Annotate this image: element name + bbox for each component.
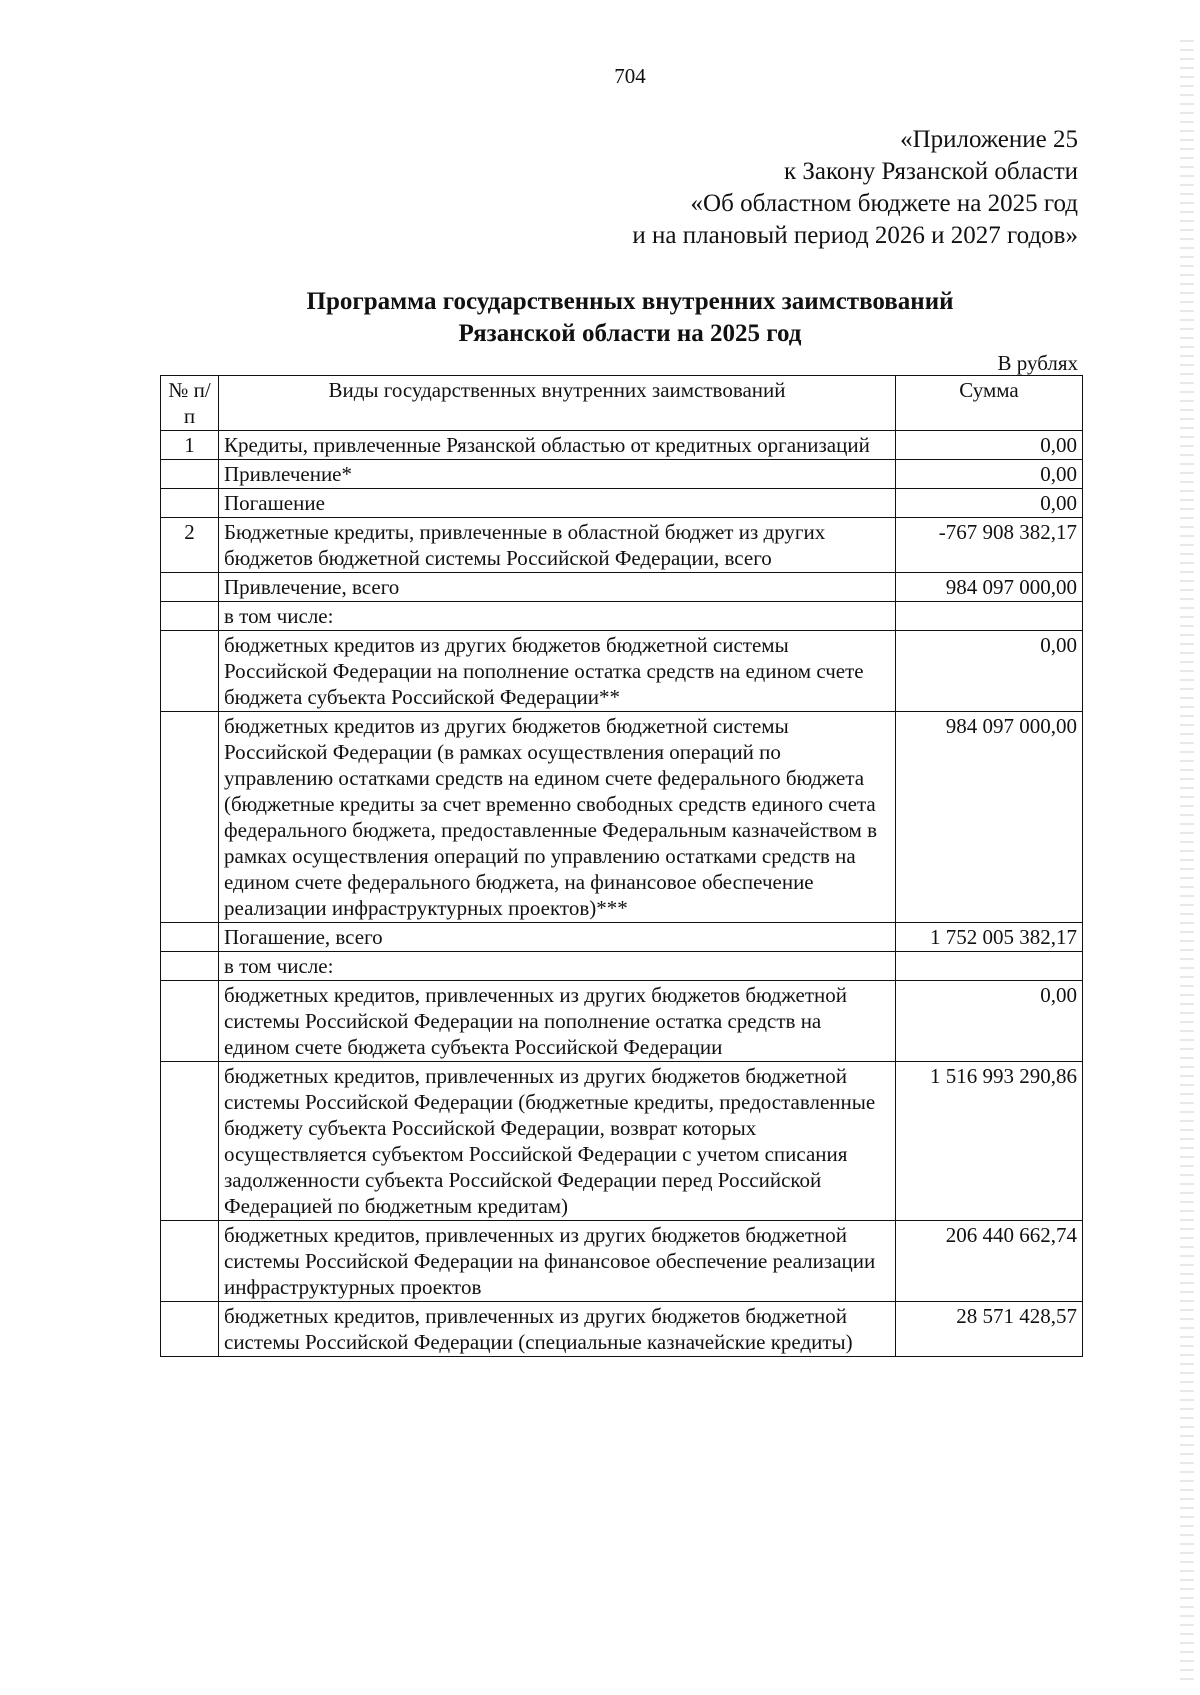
- row-name: бюджетных кредитов, привлеченных из других бюджетов бюджетной системы Российской Федерации на пополнение остатка средств на едином счете бюджета субъекта Российской Федерации: [219, 981, 896, 1062]
- table-row: [161, 431, 1083, 460]
- annex-line: к Закону Рязанской области: [784, 158, 1078, 185]
- row-name: бюджетных кредитов, привлеченных из других бюджетов бюджетной системы Российской Федерации на финансовое обеспечение реализации инфраструктурных проектов: [219, 1221, 896, 1302]
- annex-line: и на плановый период 2026 и 2027 годов»: [632, 222, 1078, 249]
- row-num: [161, 952, 219, 981]
- row-name: бюджетных кредитов, привлеченных из других бюджетов бюджетной системы Российской Федерации (специальные казначейские кредиты): [219, 1302, 896, 1357]
- row-sum: 0,00: [896, 631, 1083, 712]
- document-title: [0, 286, 1200, 350]
- row-name: Привлечение*: [219, 460, 896, 489]
- row-num: [161, 602, 219, 631]
- row-sum: 0,00: [896, 460, 1083, 489]
- header-name: Виды государственных внутренних заимствований: [219, 376, 896, 431]
- row-sum: 1 752 005 382,17: [896, 923, 1083, 952]
- units-label: В рублях: [997, 351, 1078, 375]
- row-sum: 28 571 428,57: [896, 1302, 1083, 1357]
- row-num: [161, 712, 219, 923]
- table-row: [161, 1302, 1083, 1357]
- row-name: Погашение, всего: [219, 923, 896, 952]
- table-row: [161, 923, 1083, 952]
- header-sum: Сумма: [896, 376, 1083, 431]
- row-num: [161, 981, 219, 1062]
- table-row: [161, 518, 1083, 573]
- title-line: Программа государственных внутренних заимствований: [306, 288, 954, 315]
- row-name: бюджетных кредитов из других бюджетов бюджетной системы Российской Федерации (в рамках осуществления операций по управлению остатками средств на едином счете федерального бюджета (бюджетные кредиты за счет временно свободных средств единого счета федерального бюджета, предоставленные Федеральным казначейством в рамках осуществления операций по управлению остатками средств на едином счете федерального бюджета, на финансовое обеспечение реализации инфраструктурных проектов)***: [219, 712, 896, 923]
- row-name: Привлечение, всего: [219, 573, 896, 602]
- table-row: [161, 460, 1083, 489]
- row-sum: 984 097 000,00: [896, 712, 1083, 923]
- table-row: [161, 573, 1083, 602]
- table-row: [161, 981, 1083, 1062]
- table-row: [161, 712, 1083, 923]
- row-name: Бюджетные кредиты, привлеченные в областной бюджет из других бюджетов бюджетной системы Российской Федерации, всего: [219, 518, 896, 573]
- row-num: 2: [161, 518, 219, 573]
- annex-line: «Приложение 25: [900, 126, 1078, 153]
- scan-edge-artifact: [1180, 40, 1194, 1680]
- row-sum: 1 516 993 290,86: [896, 1062, 1083, 1221]
- row-name: в том числе:: [219, 952, 896, 981]
- header-num: № п/п: [161, 376, 219, 431]
- row-sum: 0,00: [896, 489, 1083, 518]
- table-row: [161, 1062, 1083, 1221]
- table-row: [161, 631, 1083, 712]
- table-row: [161, 952, 1083, 981]
- row-name: Кредиты, привлеченные Рязанской областью от кредитных организаций: [219, 431, 896, 460]
- table-row: [161, 1221, 1083, 1302]
- row-sum: 984 097 000,00: [896, 573, 1083, 602]
- row-num: [161, 489, 219, 518]
- row-sum: [896, 952, 1083, 981]
- table-row: [161, 602, 1083, 631]
- annex-header: [632, 124, 1078, 252]
- row-sum: [896, 602, 1083, 631]
- row-sum: -767 908 382,17: [896, 518, 1083, 573]
- row-sum: 0,00: [896, 981, 1083, 1062]
- row-sum: 206 440 662,74: [896, 1221, 1083, 1302]
- row-num: [161, 1302, 219, 1357]
- row-num: [161, 573, 219, 602]
- row-num: [161, 1221, 219, 1302]
- row-num: [161, 631, 219, 712]
- row-num: [161, 923, 219, 952]
- row-name: бюджетных кредитов, привлеченных из других бюджетов бюджетной системы Российской Федерации (бюджетные кредиты, предоставленные бюджету субъекта Российской Федерации, возврат которых осуществляется субъектом Российской Федерации с учетом списания задолженности субъекта Российской Федерации перед Российской Федерацией по бюджетным кредитам): [219, 1062, 896, 1221]
- page-number: 704: [614, 64, 646, 88]
- table-header-row: [161, 376, 1083, 431]
- borrowings-table: [160, 375, 1083, 1357]
- row-num: [161, 460, 219, 489]
- row-name: Погашение: [219, 489, 896, 518]
- row-name: в том числе:: [219, 602, 896, 631]
- row-num: [161, 1062, 219, 1221]
- row-name: бюджетных кредитов из других бюджетов бюджетной системы Российской Федерации на пополнение остатка средств на едином счете бюджета субъекта Российской Федерации**: [219, 631, 896, 712]
- row-num: 1: [161, 431, 219, 460]
- row-sum: 0,00: [896, 431, 1083, 460]
- annex-line: «Об областном бюджете на 2025 год: [690, 190, 1078, 217]
- title-line: Рязанской области на 2025 год: [458, 320, 802, 347]
- table-row: [161, 489, 1083, 518]
